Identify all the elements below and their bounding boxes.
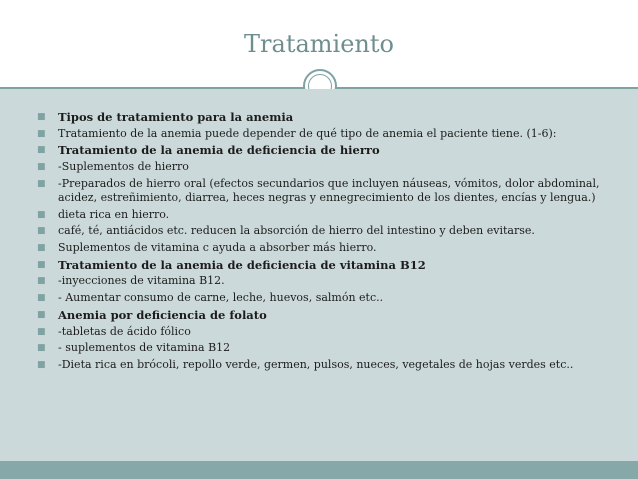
bullet-text: Suplementos de vitamina c ayuda a absorber más hierro. xyxy=(58,241,377,255)
content-area xyxy=(0,89,638,461)
square-bullet-icon: ■ xyxy=(37,293,46,304)
bullet-item xyxy=(0,325,638,339)
square-bullet-icon: ■ xyxy=(37,145,46,156)
bullet-item xyxy=(0,160,638,174)
square-bullet-icon: ■ xyxy=(37,276,46,287)
bullet-text: - Aumentar consumo de carne, leche, huevos, salmón etc.. xyxy=(58,291,384,305)
square-bullet-icon: ■ xyxy=(37,209,46,220)
bullet-item xyxy=(0,258,638,272)
square-bullet-icon: ■ xyxy=(37,343,46,354)
square-bullet-icon: ■ xyxy=(37,326,46,337)
square-bullet-icon: ■ xyxy=(37,309,46,320)
bullet-item xyxy=(0,127,638,141)
square-bullet-icon: ■ xyxy=(37,162,46,173)
square-bullet-icon: ■ xyxy=(37,226,46,237)
bullet-item xyxy=(0,308,638,322)
bullet-text: dieta rica en hierro. xyxy=(58,207,170,221)
bullet-text: -inyecciones de vitamina B12. xyxy=(58,274,225,288)
square-bullet-icon: ■ xyxy=(37,243,46,254)
bullet-text: Anemia por deficiencia de folato xyxy=(58,307,267,322)
bullet-text: -tabletas de ácido fólico xyxy=(58,324,191,338)
bullet-text: café, té, antiácidos etc. reducen la absorción de hierro del intestino y deben evitarse. xyxy=(58,224,535,238)
bullet-text: -Preparados de hierro oral (efectos secundarios que incluyen náuseas, vómitos, dolor abdominal, acidez, estreñimiento, diarrea, heces negras y ennegrecimiento de los dientes, encías y lengua.) xyxy=(58,176,600,205)
bullet-item xyxy=(0,358,638,372)
square-bullet-icon: ■ xyxy=(37,259,46,270)
bullet-text: -Suplementos de hierro xyxy=(58,160,189,174)
bullet-item xyxy=(0,274,638,288)
bullet-text: Tratamiento de la anemia de deficiencia de hierro xyxy=(58,143,380,158)
square-bullet-icon: ■ xyxy=(37,178,46,189)
bottom-band xyxy=(0,461,638,479)
square-bullet-icon: ■ xyxy=(37,359,46,370)
bullet-item xyxy=(0,224,638,238)
bullet-text: - suplementos de vitamina B12 xyxy=(58,341,231,355)
bullet-item xyxy=(0,177,638,206)
bullet-item xyxy=(0,208,638,222)
bullet-item xyxy=(0,291,638,305)
slide-title: Tratamiento xyxy=(244,30,394,58)
bullet-text: Tipos de tratamiento para la anemia xyxy=(58,110,294,124)
square-bullet-icon: ■ xyxy=(37,112,46,122)
bullet-item xyxy=(0,110,638,124)
square-bullet-icon: ■ xyxy=(37,128,46,139)
bullet-text: Tratamiento de la anemia de deficiencia de vitamina B12 xyxy=(58,257,426,272)
bullet-item xyxy=(0,143,638,157)
bullet-item xyxy=(0,341,638,355)
bullet-item xyxy=(0,241,638,255)
bullet-list xyxy=(0,110,638,375)
bullet-text: Tratamiento de la anemia puede depender de qué tipo de anemia el paciente tiene. (1-6): xyxy=(58,126,557,140)
bullet-text: -Dieta rica en brócoli, repollo verde, germen, pulsos, nueces, vegetales de hojas verdes etc.. xyxy=(58,357,574,371)
